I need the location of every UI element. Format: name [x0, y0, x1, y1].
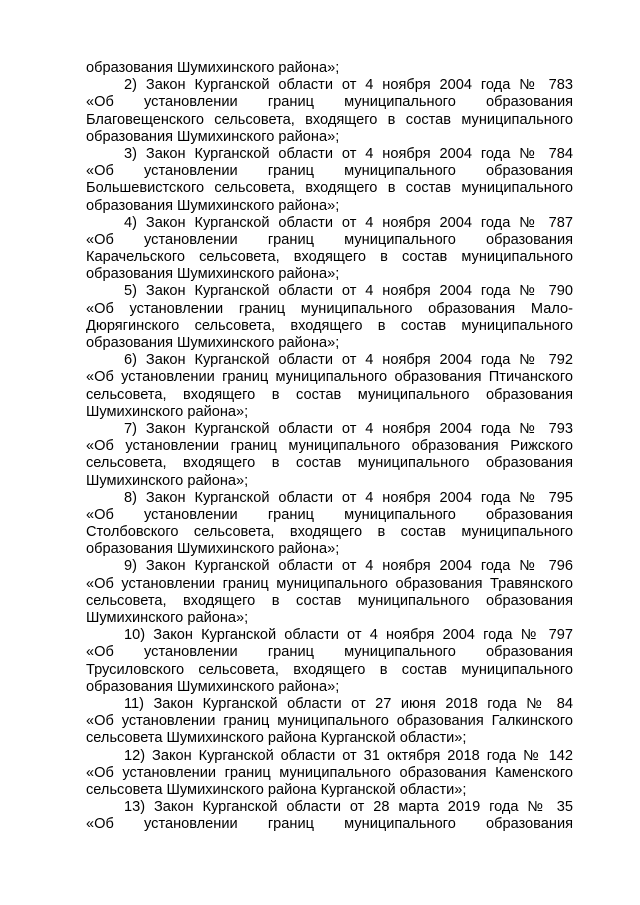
law-item-text-line: «Об установлении границ муниципального образования Галкинского	[86, 713, 573, 730]
law-item-text-line: «Об установлении границ муниципального образования Мало-	[86, 300, 573, 317]
law-item	[86, 627, 573, 696]
law-item-text-line: «Об установлении границ муниципального образования Каменского	[86, 764, 573, 781]
law-item-text-line: образования Шумихинского района»;	[86, 541, 340, 558]
law-item	[86, 558, 573, 627]
law-item-heading: 13) Закон Курганской области от 28 марта 2019 года № 35	[124, 799, 573, 816]
law-item-text-line: «Об установлении границ муниципального образования	[86, 816, 573, 833]
law-item-heading: 3) Закон Курганской области от 4 ноября 2004 года № 784	[124, 145, 573, 162]
law-item-text-line: Шумихинского района»;	[86, 403, 249, 420]
law-item-text-line: Большевистского сельсовета, входящего в состав муниципального	[86, 180, 573, 197]
law-item	[86, 283, 573, 352]
law-item-text-line: «Об установлении границ муниципального образования Травянского	[86, 575, 573, 592]
law-item-text-line: образования Шумихинского района»;	[86, 678, 340, 695]
law-item	[86, 490, 573, 559]
law-item-text-line: «Об установлении границ муниципального образования	[86, 644, 573, 661]
law-item-text-line: Карачельского сельсовета, входящего в состав муниципального	[86, 249, 573, 266]
law-item	[86, 215, 573, 284]
law-item	[86, 146, 573, 215]
law-item-heading: 11) Закон Курганской области от 27 июня 2018 года № 84	[124, 695, 573, 712]
law-item	[86, 799, 573, 833]
law-item-text-line: Шумихинского района»;	[86, 472, 249, 489]
law-item-text-line: «Об установлении границ муниципального образования	[86, 94, 573, 111]
law-item-text-line: сельсовета, входящего в состав муниципального образования	[86, 455, 573, 472]
law-item-heading: 7) Закон Курганской области от 4 ноября 2004 года № 793	[124, 420, 573, 437]
law-item-text-line: Столбовского сельсовета, входящего в состав муниципального	[86, 524, 573, 541]
law-item-text-line: образования Шумихинского района»;	[86, 197, 340, 214]
law-item	[86, 696, 573, 748]
law-item-text-line: Шумихинского района»;	[86, 610, 249, 626]
law-item	[86, 77, 573, 146]
law-item-heading: 12) Закон Курганской области от 31 октября 2018 года № 142	[124, 747, 573, 764]
document-page	[86, 60, 573, 833]
law-item-text-line: «Об установлении границ муниципального образования Птичанского	[86, 369, 573, 386]
law-item-text-line: Трусиловского сельсовета, входящего в состав муниципального	[86, 661, 573, 678]
law-item-text-line: Благовещенского сельсовета, входящего в состав муниципального	[86, 111, 573, 128]
law-item-heading: 2) Закон Курганской области от 4 ноября 2004 года № 783	[124, 77, 573, 94]
law-item-heading: 8) Закон Курганской области от 4 ноября 2004 года № 795	[124, 489, 573, 506]
law-item	[86, 352, 573, 421]
law-item-heading: 10) Закон Курганской области от 4 ноября 2004 года № 797	[124, 627, 573, 644]
law-item-text-line: образования Шумихинского района»;	[86, 335, 340, 351]
law-item-heading: 5) Закон Курганской области от 4 ноября 2004 года № 790	[124, 283, 573, 300]
law-item-heading: 4) Закон Курганской области от 4 ноября 2004 года № 787	[124, 214, 573, 231]
law-item-text-line: сельсовета, входящего в состав муниципального образования	[86, 592, 573, 609]
law-list	[86, 77, 573, 833]
law-item-heading: 6) Закон Курганской области от 4 ноября 2004 года № 792	[124, 352, 573, 369]
law-item-text-line: «Об установлении границ муниципального образования	[86, 231, 573, 248]
law-item-text-line: сельсовета Шумихинского района Курганской области»;	[86, 781, 467, 798]
opening-line: образования Шумихинского района»;	[86, 60, 340, 76]
law-item-text-line: «Об установлении границ муниципального образования Рижского	[86, 438, 573, 455]
law-item-text-line: «Об установлении границ муниципального образования	[86, 506, 573, 523]
law-item-text-line: Дюрягинского сельсовета, входящего в состав муниципального	[86, 317, 573, 334]
law-item-text-line: сельсовета, входящего в состав муниципального образования	[86, 386, 573, 403]
law-item-text-line: образования Шумихинского района»;	[86, 128, 340, 145]
law-item-heading: 9) Закон Курганской области от 4 ноября 2004 года № 796	[124, 558, 573, 575]
law-item	[86, 421, 573, 490]
law-item	[86, 748, 573, 800]
law-item-text-line: образования Шумихинского района»;	[86, 266, 340, 283]
law-item-text-line: «Об установлении границ муниципального образования	[86, 163, 573, 180]
law-item-text-line: сельсовета Шумихинского района Курганской области»;	[86, 730, 467, 747]
